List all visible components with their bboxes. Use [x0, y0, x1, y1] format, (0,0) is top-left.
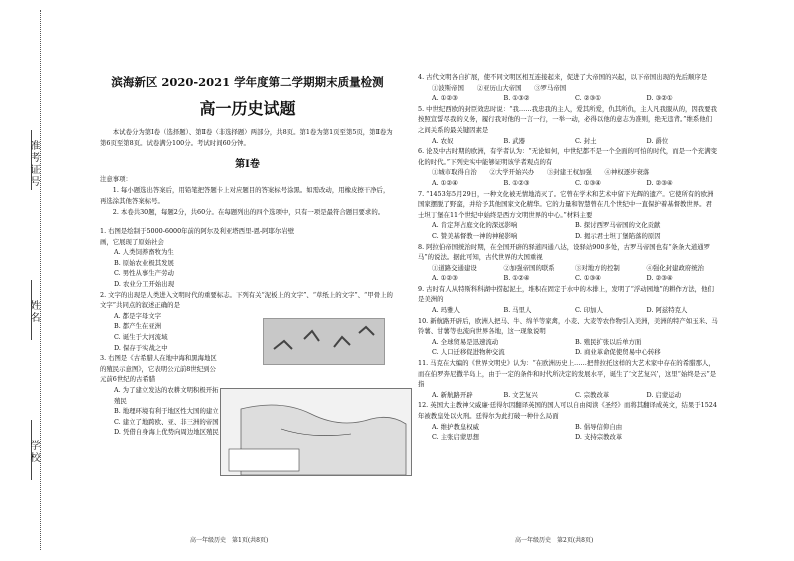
question-option: B. 都产生在亚洲	[114, 322, 162, 331]
question-option: C. 宗教改革	[575, 390, 610, 399]
question-option: C. 建立了地跨欧、亚、非三洲的帝国	[114, 417, 219, 426]
question-option: D. 凭借自身海上优势向周边地区殖民	[114, 428, 219, 437]
question-option: D. ③②①	[646, 94, 673, 103]
question-stem: 3. 右图是《古希腊人在地中海和黑海地区的殖民示意图》，它表明公元前8世纪到公元前6世纪的古希腊	[100, 354, 217, 384]
question-option: C. 赞美基督教一神的神秘影响	[432, 231, 518, 240]
greek-colonization-map	[220, 388, 412, 476]
question-statement: ③对地方的控制	[575, 263, 620, 272]
question-stem: 2. 文字的出现是人类进入文明时代的重要标志。下列有关“泥板上的文字”、“草纸上的文字”、“甲骨上的文字”共同点的叙述正确的是	[100, 290, 393, 310]
rock-painting-image	[263, 318, 385, 365]
question-option: D. 爵位	[646, 136, 669, 145]
question-option: C. 主张启蒙思想	[432, 433, 480, 442]
question-option: C. 封土	[575, 136, 597, 145]
question-option: B. ①②④	[503, 274, 530, 283]
question-option: D. 商业革命促使贸易中心转移	[575, 348, 661, 357]
question-option: C. ②③①	[575, 94, 601, 103]
exam-subtitle: 高一历史试题	[199, 99, 296, 118]
question-option: A. ①②③	[432, 94, 458, 103]
question-stem: 9. 古时有人从特斯科科湖中捞起泥土，堆积在固定于水中的木排上，发明了“浮动园地”的耕作方法，他们是美洲的	[418, 284, 714, 304]
question-option: C. 人口迁移促进物种交流	[432, 348, 505, 357]
note-item: 1. 每小题选出答案后，用铅笔把答题卡上对应题目的答案标号涂黑。如需改动，用橡皮擦干净后，再选涂其他答案标号。	[100, 186, 390, 205]
question-statement: ①波斯帝国 ②亚历山大帝国 ③罗马帝国	[432, 83, 567, 92]
page-right	[418, 72, 718, 443]
question-stem: 11. 马克在大编的《世界文明史》认为：“在欧洲历史上……把普拉托这样的大艺术家中存在的希腊那人，而在伯罗奔尼撒半岛上，由于一定的条件和时代所决定的发展水平，诞生了‘文艺复兴’，这里“始终是云”是指	[418, 359, 717, 389]
question-statement: ④强化封建政府统治	[646, 263, 705, 272]
question-stem: 8. 阿拉伯帝国统治时期，在全国开辟的驿道四通八达，设驿站900多处，古罗马帝国也有“条条大道通罗马”的说法。据此可知，古代世界的大国重视	[418, 242, 710, 262]
question-option: B. 武器	[503, 136, 526, 145]
question-option: B. 文艺复兴	[503, 390, 538, 399]
question-option: C. 男性从事生产劳动	[114, 269, 174, 278]
note-item: 2. 本卷共30题，每题2分，共60分。在每题列出的四个选项中，只有一项是最符合题目要求的。	[112, 208, 385, 216]
question-option: D. 保存于实战之中	[114, 343, 168, 352]
question-stem: 10. 新航路开辟后，欧洲人把马、牛、绵羊等家禽，小麦、大麦等农作物引入美洲，美洲的特产如玉米、马铃薯、甘薯等也流向世界各地，这一现象说明	[418, 316, 718, 336]
question-option: B. 地理环境有利于地区性大国的建立	[114, 407, 219, 416]
question-option: D. ②③④	[646, 274, 673, 283]
question-stem: 5. 中世纪西欧的封臣效忠时说：“我……我忠我的主人，爱其所爱，仇其所仇，主人凡我服从的，因我要我按照宣誓尽我的义务，履行我对他的一言一行，一举一动，必得以他的意志为准则，绝无违背。”维系他们之间关系的最关键因素是	[418, 104, 717, 134]
question-option: B. 原始农业极其发展	[114, 258, 174, 267]
question-option: A. ①②④	[432, 178, 458, 187]
question-stem: 6. 论及中古时期的欧洲，有学者认为：“无论如何，中世纪都不是一个全面的可怕的时代，而是一个充满变化的时代。”下列史实中能够证明该学者观点的有	[418, 147, 717, 166]
question-option: D. 农业分工开始出现	[114, 279, 175, 288]
question-option: C. 诞生于大河流域	[114, 332, 168, 341]
notes-title: 注意事项：	[100, 175, 132, 183]
page-footer-right: 高一年级历史 第2页(共8页)	[515, 537, 594, 544]
question-option: A. 肯定拜占庭文化的深远影响	[432, 221, 518, 230]
page-left	[100, 70, 395, 438]
question-option: B. 马里人	[503, 306, 532, 315]
question-statement: ②加强帝国的联系	[503, 263, 555, 272]
label-exam-number: 准考证号	[28, 140, 39, 188]
question-option: A. ①②③	[432, 274, 458, 283]
label-name: 姓名	[28, 300, 39, 324]
binding-margin	[0, 0, 70, 561]
question-option: A. 人类饲养畜牧为生	[114, 248, 174, 257]
question-option: A. 新航路开辟	[432, 390, 473, 399]
question-statement: ①道路交通建设	[432, 263, 477, 272]
question-option: A. 为了建立发达的农耕文明积极开拓殖民	[114, 385, 219, 405]
question-stem: 1. 右图是绘制于5000-6000年前的阿尔及利亚塔西里-恩-阿耶尔岩壁画，它展现了原始社会	[100, 227, 295, 246]
binding-dotted-line	[40, 10, 41, 550]
question-stem: 7. “1453年5月29日，一种文化被无情地消灭了。它曾在学术和艺术中留下光辉的遗产。它使所有的欧洲国家摆脱了野蛮，并给予其他国家文化精华。它的力量和智慧曾在几个世纪中一直保护着基督教世界。君士坦丁堡在11个世纪中始终是西方文明世界的中心。”材料主要	[418, 189, 714, 219]
question-stem: 4. 古代文明各自扩展，使不同文明区相互连接起来，促进了大帝国的兴起，以下帝国出现的先后顺序是	[418, 73, 708, 81]
label-school: 学校	[28, 440, 39, 464]
exam-title: 滨海新区 2020-2021 学年度第二学期期末质量检测	[111, 75, 384, 89]
question-option: B. 探讨西罗马帝国的文化贡献	[575, 221, 661, 230]
question-option: A. 维护教皇权威	[432, 422, 480, 431]
question-option: B. ①②③	[503, 178, 530, 187]
page-footer-left: 高一年级历史 第1页(共8页)	[190, 537, 269, 544]
question-option: C. 印加人	[575, 306, 603, 315]
question-option: D. 揭示君士坦丁堡陷落的原因	[575, 231, 661, 240]
question-option: B. ①③②	[503, 94, 530, 103]
question-option: A. 农奴	[432, 136, 454, 145]
question-option: B. 倡导信仰自由	[575, 422, 623, 431]
exam-intro: 本试卷分为第Ⅰ卷（选择题）、第Ⅱ卷（非选择题）两部分，共8页。第1卷为第1页至第5页，第Ⅱ卷为第6页至第8页。试卷满分100分。考试时间60分钟。	[100, 128, 393, 147]
question-option: B. 殖民扩张以后单方面	[575, 337, 642, 346]
question-option: C. ①③④	[575, 178, 601, 187]
question-option: C. ①③④	[575, 274, 601, 283]
question-option: D. 支持宗教改革	[575, 433, 623, 442]
question-option: D. ②③④	[646, 178, 673, 187]
volume-heading: 第Ⅰ卷	[235, 159, 260, 170]
question-option: A. 全球贸易是迅速流动	[432, 337, 499, 346]
question-option: A. 玛雅人	[432, 306, 460, 315]
question-stem: 12. 英国大主教神父威廉·廷得尔因翻译英国的国人可以自由阅读《圣经》而将其翻译成英文，结果于1524年被教皇处以火刑。廷得尔为此打破一种什么局面	[418, 401, 717, 420]
question-statement: ①城市取得自治 ②大学开始兴办 ③封建王权加强 ④神权逐步衰落	[432, 168, 650, 177]
question-option: D. 启蒙运动	[646, 390, 682, 399]
question-option: D. 阿兹特克人	[646, 306, 688, 315]
question-option: A. 都是字母文字	[114, 311, 162, 320]
